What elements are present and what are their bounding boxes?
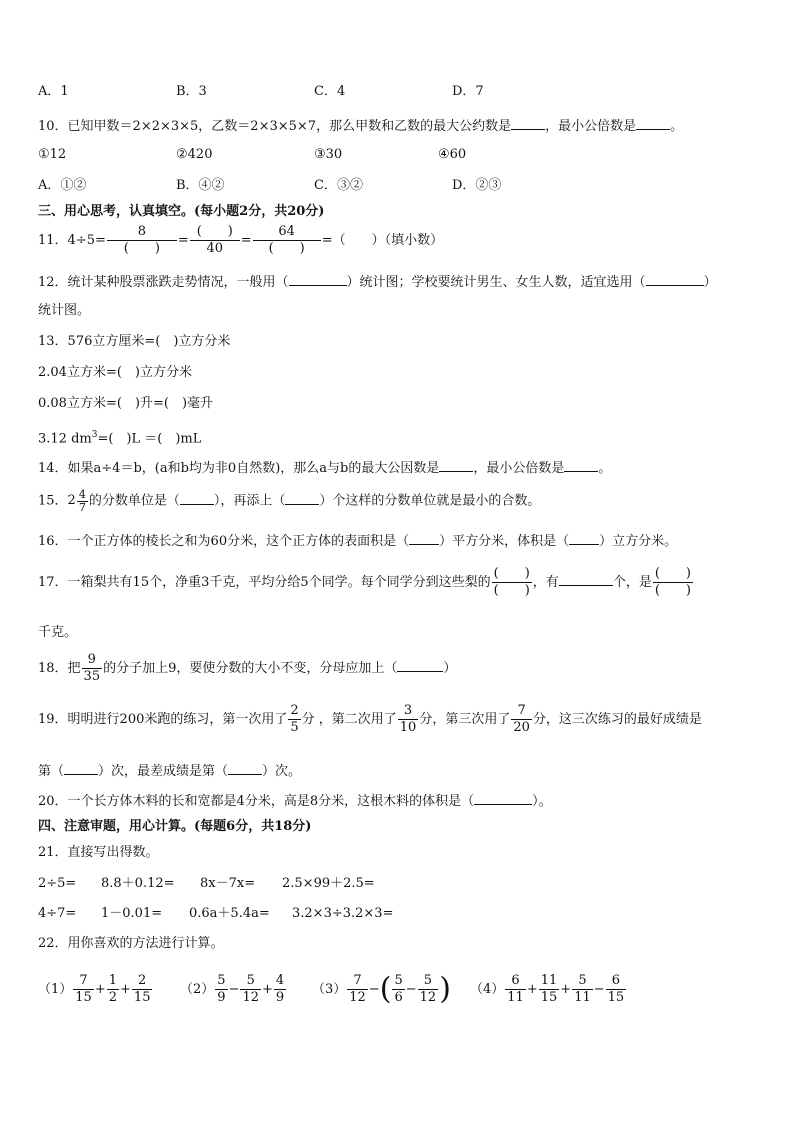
question-12: [38, 271, 717, 292]
q15-text: 的分数单位是（: [88, 493, 180, 509]
fraction[interactable]: [653, 566, 693, 599]
q10-choice-2: ②420: [176, 147, 213, 162]
q19-text: 第（: [38, 764, 65, 779]
answer-blank[interactable]: [228, 760, 262, 775]
question-17: [38, 562, 694, 604]
operator: +: [262, 982, 273, 997]
mixed-whole: 2: [67, 493, 76, 508]
q12-text: 12．统计某种股票涨跌走势情况，一般用（: [38, 275, 289, 290]
q13-exponent: 3: [91, 430, 98, 440]
fraction: [539, 973, 560, 1006]
q10-choice-3: ③30: [314, 147, 343, 162]
answer-blank[interactable]: [646, 271, 704, 286]
fraction-denominator: 11: [507, 990, 524, 1005]
q17-text: 个，是: [612, 575, 652, 590]
fraction: [132, 973, 153, 1006]
q17-text: 17．一箱梨共有15个，净重3千克，平均分给5个同学。每个同学分到这些梨的: [38, 575, 491, 590]
fraction-numerator: 2: [290, 703, 299, 718]
fraction-numerator: 5: [246, 973, 255, 988]
fraction: [572, 973, 593, 1006]
fraction: [107, 973, 119, 1006]
fraction: [107, 224, 177, 257]
q16-text: 16．一个正方体的棱长之和为60分米，这个正方体的表面积是（: [38, 534, 410, 549]
q19-text: 19．明明进行200米跑的练习，第一次用了: [38, 712, 288, 727]
fraction: [606, 973, 627, 1006]
calc-item: 8x－7x=: [200, 876, 256, 891]
right-paren: ): [439, 971, 451, 1007]
q16-text: ）立方分米。: [599, 534, 678, 549]
left-paren: (: [379, 971, 392, 1007]
fraction-denominator: 20: [513, 720, 530, 735]
section-heading-3: 三、用心思考，认真填空。(每小题2分，共20分): [38, 204, 325, 219]
fraction-numerator[interactable]: ( ): [654, 566, 691, 581]
fraction-numerator[interactable]: ( ): [493, 566, 530, 581]
operator: −: [368, 982, 380, 997]
fraction-denominator: 10: [399, 720, 417, 735]
expression-4: [470, 970, 627, 1010]
q19-text: ）次，最差成绩是第（: [98, 764, 229, 779]
answer-blank[interactable]: [397, 657, 443, 672]
q10-stem: 10．已知甲数＝2×2×3×5，乙数＝2×3×5×7，那么甲数和乙数的最大公约数是: [38, 119, 512, 134]
calc-item: 8.8＋0.12=: [101, 876, 175, 891]
answer-blank[interactable]: [636, 115, 670, 130]
q19-line-2: [38, 760, 301, 781]
fraction-denominator[interactable]: ( ): [654, 583, 691, 598]
fraction-denominator: 15: [540, 990, 558, 1005]
expression-2: [180, 970, 287, 1010]
q20-text: 20．一个长方体木料的长和宽都是4分米，高是8分米，这根木料的体积是（: [38, 794, 475, 809]
q20-text: ）。: [532, 794, 552, 809]
answer-blank[interactable]: [559, 571, 613, 586]
fraction-numerator: 3: [403, 703, 413, 718]
q17-line-2: 千克。: [38, 625, 78, 640]
fraction: [274, 973, 286, 1006]
fraction-numerator: 5: [394, 973, 403, 988]
q10-mid: ，最小公倍数是: [545, 119, 637, 134]
q14-text: ，最小公倍数是: [473, 461, 565, 476]
q19-text: ）次。: [262, 764, 302, 779]
fraction-numerator: 5: [423, 973, 433, 988]
operator: +: [94, 982, 106, 997]
fraction-numerator: 6: [611, 973, 621, 988]
section-heading-4: 四、注意审题，用心计算。(每题6分，共18分): [38, 819, 312, 834]
fraction-numerator: 64: [278, 224, 295, 239]
option-c: C．③②: [314, 178, 363, 193]
fraction-denominator: 12: [419, 990, 437, 1005]
fraction-denominator: 15: [607, 990, 625, 1005]
q12-line-2: 统计图。: [38, 303, 91, 318]
q10-choice-4: ④60: [438, 147, 467, 162]
fraction-numerator: 2: [138, 973, 147, 988]
q14-text: 。: [598, 461, 612, 476]
mixed-number: [68, 486, 89, 516]
question-19: [38, 700, 702, 740]
question-16: [38, 530, 677, 551]
answer-blank[interactable]: [64, 760, 98, 775]
fraction-denominator: 11: [574, 990, 591, 1005]
question-10: [38, 115, 683, 136]
q15-text: ）个这样的分数单位就是最小的合数。: [319, 493, 541, 509]
option-d: D．②③: [452, 178, 502, 193]
operator: +: [526, 982, 538, 997]
fraction-numerator: 8: [137, 224, 147, 239]
q13-line-4: [38, 426, 201, 448]
fraction: [418, 973, 439, 1006]
fraction-denominator: 9: [275, 990, 285, 1005]
fraction-denominator: 2: [108, 990, 118, 1005]
answer-blank[interactable]: [289, 271, 347, 286]
fraction: [240, 973, 261, 1006]
fraction-denominator: 6: [394, 990, 403, 1005]
q14-text: 14．如果a÷4＝b，(a和b均为非0自然数)，那么a与b的最大公因数是: [38, 461, 440, 476]
answer-blank[interactable]: [474, 790, 532, 805]
question-20: [38, 790, 552, 811]
fraction-denominator: 15: [133, 990, 151, 1005]
q11-prefix: 11．4÷5=: [38, 233, 106, 248]
calc-item: 3.2×3÷3.2×3=: [292, 906, 394, 921]
q15-prefix: 15．: [38, 493, 68, 509]
fraction-numerator[interactable]: ( ): [196, 224, 233, 239]
fraction: [77, 489, 88, 514]
fraction-denominator: 12: [349, 990, 366, 1005]
fraction-numerator: 7: [353, 973, 362, 988]
answer-blank[interactable]: [569, 530, 599, 545]
q10-end: 。: [670, 119, 684, 134]
fraction-denominator[interactable]: ( ): [107, 240, 177, 257]
fraction: [253, 224, 321, 257]
calc-item: 1－0.01=: [101, 906, 163, 921]
fraction-numerator: 7: [79, 973, 88, 988]
fraction-numerator: 5: [578, 973, 587, 988]
fraction: [288, 703, 300, 736]
q19-text: 分，这三次练习的最好成绩是: [532, 712, 702, 727]
q18-text: ）: [443, 661, 457, 676]
fraction: [73, 973, 94, 1006]
calc-item: 2.5×99＋2.5=: [282, 876, 375, 891]
q12-text: ）统计图；学校要统计男生、女生人数，适宜选用（: [346, 275, 646, 290]
answer-blank[interactable]: [439, 457, 473, 472]
operator: −: [405, 982, 417, 997]
fraction-denominator: 7: [78, 500, 86, 514]
q11-tail: =（ ）（填小数）: [321, 233, 444, 248]
q13-unit: 3.12 dm: [38, 431, 92, 447]
fraction: [505, 973, 526, 1006]
fraction-numerator: 4: [78, 487, 86, 501]
q12-text: ）: [703, 275, 717, 290]
option-b: B．3: [176, 84, 207, 99]
fraction-denominator: 9: [217, 990, 226, 1005]
calc-item: 2÷5=: [38, 876, 77, 891]
question-14: [38, 457, 611, 478]
q18-text: 18．把: [38, 661, 81, 676]
fraction-denominator: 15: [75, 990, 92, 1005]
fraction: [398, 703, 419, 736]
fraction: [347, 973, 368, 1006]
option-d: D．7: [452, 84, 484, 99]
operator: −: [593, 982, 605, 997]
answer-blank[interactable]: [564, 457, 598, 472]
fraction-numerator: 7: [517, 703, 526, 718]
operator: +: [120, 982, 131, 997]
fraction-numerator: 6: [511, 973, 520, 988]
expression-label: （2）: [180, 982, 215, 997]
q16-text: ）平方分米，体积是（: [439, 534, 570, 549]
q19-text: 分 ，第二次用了: [301, 712, 397, 727]
q15-text: ），再添上（: [213, 493, 286, 509]
fraction-numerator: 1: [108, 973, 118, 988]
expression-label: （1）: [38, 982, 73, 997]
answer-blank[interactable]: [511, 115, 545, 130]
fraction-denominator: 12: [242, 990, 260, 1005]
option-c: C．4: [314, 84, 346, 99]
fraction-denominator[interactable]: ( ): [493, 583, 530, 598]
answer-blank[interactable]: [285, 490, 319, 505]
answer-blank[interactable]: [180, 490, 214, 505]
q10-choice-1: ①12: [38, 147, 67, 162]
fraction: [82, 652, 103, 685]
fraction-numerator: 9: [87, 652, 96, 667]
calc-item: 4÷7=: [38, 906, 77, 921]
equals-sign: =: [240, 233, 252, 248]
expression-label: （4）: [470, 982, 505, 997]
fraction: [190, 224, 240, 257]
operator: −: [228, 982, 240, 997]
fraction: [215, 973, 227, 1006]
question-21: 21．直接写出得数。: [38, 845, 159, 860]
q13-line-2: 2.04立方米=( )立方分米: [38, 365, 192, 380]
question-11: [38, 222, 443, 260]
fraction-denominator[interactable]: ( ): [253, 240, 321, 257]
option-a: A．①②: [38, 178, 87, 193]
q13-line-3: 0.08立方米=( )升=( )毫升: [38, 396, 214, 411]
fraction-denominator: 40: [190, 240, 240, 257]
question-18: [38, 650, 456, 688]
calc-item: 0.6a＋5.4a=: [189, 906, 270, 921]
fraction[interactable]: [492, 566, 532, 599]
q13-text: =( )L ＝( )mL: [97, 431, 202, 447]
q19-text: 分，第三次用了: [419, 712, 511, 727]
fraction-numerator: 5: [217, 973, 226, 988]
question-22: 22．用你喜欢的方法进行计算。: [38, 936, 224, 951]
q17-text: ，有: [532, 575, 559, 590]
answer-blank[interactable]: [409, 530, 439, 545]
fraction: [511, 703, 532, 736]
expression-3: [312, 970, 451, 1010]
operator: +: [560, 982, 572, 997]
fraction-numerator: 4: [275, 973, 285, 988]
fraction-denominator: 5: [290, 720, 299, 735]
fraction-denominator: 35: [83, 669, 101, 684]
question-13: 13．576立方厘米=( )立方分米: [38, 334, 231, 349]
option-b: B．④②: [176, 178, 225, 193]
expression-1: [38, 970, 153, 1010]
question-15: [38, 486, 540, 517]
expression-label: （3）: [312, 982, 347, 997]
equals-sign: =: [177, 233, 189, 248]
fraction: [392, 973, 404, 1006]
option-a: A．1: [38, 84, 69, 99]
fraction-numerator: 11: [540, 973, 558, 988]
q18-text: 的分子加上9，要使分数的大小不变，分母应加上（: [103, 661, 398, 676]
